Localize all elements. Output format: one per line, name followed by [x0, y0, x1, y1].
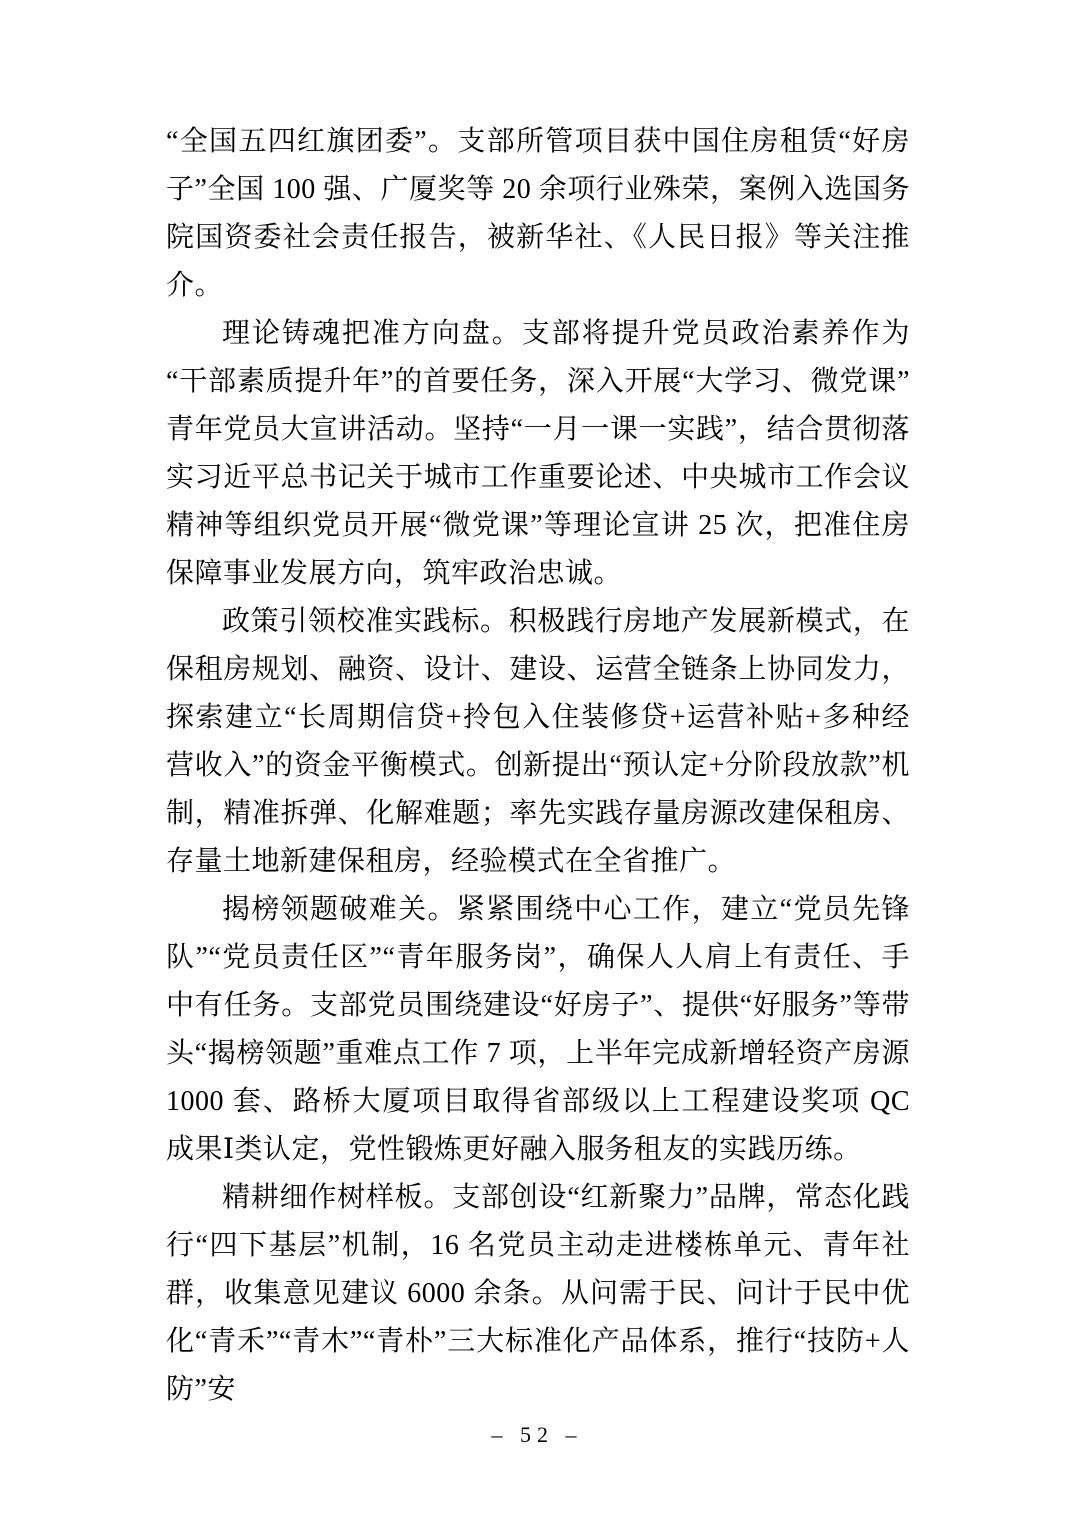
page-number: – 52 –: [491, 1422, 583, 1447]
paragraph-1: “全国五四红旗团委”。支部所管项目获中国住房租赁“好房子”全国 100 强、广厦奖等 20 余项行业殊荣，案例入选国务院国资委社会责任报告，被新华社、《人民日报》等关注推介。: [166, 126, 910, 301]
document-text-block: [166, 118, 910, 1414]
paragraph-3: 政策引领校准实践标。积极践行房地产发展新模式，在保租房规划、融资、设计、建设、运营全链条上协同发力，探索建立“长周期信贷+拎包入住装修贷+运营补贴+多种经营收入”的资金平衡模式。创新提出“预认定+分阶段放款”机制，精准拆弹、化解难题；率先实践存量房源改建保租房、存量土地新建保租房，经验模式在全省推广。: [166, 606, 910, 877]
paragraph-4: 揭榜领题破难关。紧紧围绕中心工作，建立“党员先锋队”“党员责任区”“青年服务岗”，确保人人肩上有责任、手中有任务。支部党员围绕建设“好房子”、提供“好服务”等带头“揭榜领题”重难点工作 7 项，上半年完成新增轻资产房源 1000 套、路桥大厦项目取得省部级以上工程建设奖项 QC 成果Ⅰ类认定，党性锻炼更好融入服务租友的实践历练。: [166, 894, 910, 1165]
paragraph-5: 精耕细作树样板。支部创设“红新聚力”品牌，常态化践行“四下基层”机制，16 名党员主动走进楼栋单元、青年社群，收集意见建议 6000 余条。从问需于民、问计于民中优化“青禾”“青木”“青朴”三大标准化产品体系，推行“技防+人防”安: [166, 1182, 910, 1405]
paragraph-2: 理论铸魂把准方向盘。支部将提升党员政治素养作为“干部素质提升年”的首要任务，深入开展“大学习、微党课”青年党员大宣讲活动。坚持“一月一课一实践”，结合贯彻落实习近平总书记关于城市工作重要论述、中央城市工作会议精神等组织党员开展“微党课”等理论宣讲 25 次，把准住房保障事业发展方向，筑牢政治忠诚。: [166, 318, 910, 589]
